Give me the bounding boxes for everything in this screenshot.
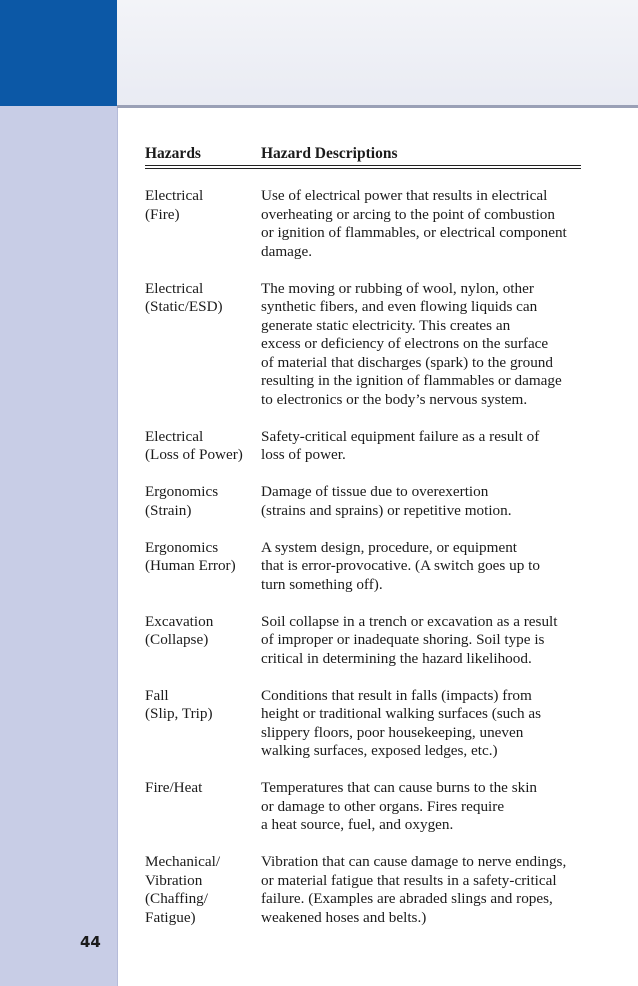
hazard-description-line: Conditions that result in falls (impacts) from [261, 686, 532, 704]
hazard-name-line: (Fire) [145, 205, 180, 223]
table-row [145, 483, 581, 520]
hazard-description-cell [261, 613, 581, 669]
hazard-description-line: damage. [261, 242, 313, 260]
table-body [145, 187, 581, 927]
hazard-description-line: or damage to other organs. Fires require [261, 797, 505, 815]
header-double-rule [145, 165, 581, 169]
hazard-description-line: A system design, procedure, or equipment [261, 538, 518, 556]
table-row [145, 187, 581, 261]
hazard-name-cell [145, 539, 261, 595]
hazard-description-cell [261, 187, 581, 261]
hazard-description-line: synthetic fibers, and even flowing liquids can [261, 298, 538, 315]
table-row [145, 613, 581, 669]
page-number: 44 [80, 933, 101, 951]
hazard-name-line: Electrical [145, 279, 204, 297]
hazard-name-cell [145, 779, 261, 835]
hazard-name-cell [145, 483, 261, 520]
header-decoration [117, 0, 638, 106]
hazard-description-line: Use of electrical power that results in electrical [261, 187, 548, 204]
hazard-name-line: (Strain) [145, 501, 192, 519]
hazard-name-cell [145, 280, 261, 410]
hazard-description-line: Safety-critical equipment failure as a result of [261, 427, 540, 445]
hazard-description-line: walking surfaces, exposed ledges, etc.) [261, 742, 498, 759]
table-row [145, 428, 581, 465]
hazard-description-line: of material that discharges (spark) to the ground [261, 353, 553, 371]
hazard-description-cell [261, 428, 581, 465]
hazard-name-cell [145, 853, 261, 927]
hazard-name-line: (Slip, Trip) [145, 705, 213, 722]
hazard-description-line: failure. (Examples are abraded slings and ropes, [261, 890, 553, 907]
corner-color-block [0, 0, 117, 106]
hazard-name-line: Mechanical/ [145, 853, 221, 870]
table-row [145, 280, 581, 410]
hazard-description-line: of improper or inadequate shoring. Soil type is [261, 631, 545, 648]
hazard-description-cell [261, 853, 581, 927]
hazard-description-line: Vibration that can cause damage to nerve endings, [261, 853, 567, 870]
hazard-name-cell [145, 428, 261, 465]
hazard-name-line: Electrical [145, 187, 204, 204]
table-row [145, 539, 581, 595]
descriptions-column-header: Hazard Descriptions [261, 145, 398, 162]
hazard-description-line: Damage of tissue due to overexertion [261, 483, 489, 500]
hazard-description-line: turn something off). [261, 575, 383, 593]
hazard-name-line: (Chaffing/ [145, 890, 208, 907]
hazard-description-line: to electronics or the body’s nervous system. [261, 390, 528, 408]
hazard-table [145, 145, 581, 946]
hazard-description-line: slippery floors, poor housekeeping, uneven [261, 723, 524, 741]
hazard-description-line: that is error-provocative. (A switch goes up to [261, 557, 540, 574]
hazard-description-line: a heat source, fuel, and oxygen. [261, 816, 454, 833]
hazard-description-line: (strains and sprains) or repetitive motion. [261, 501, 512, 519]
hazard-name-line: Vibration [145, 871, 203, 889]
hazard-name-line: Fire/Heat [145, 779, 203, 796]
hazard-name-cell [145, 187, 261, 261]
hazard-description-line: overheating or arcing to the point of combustion [261, 205, 555, 223]
hazard-name-line: (Human Error) [145, 557, 236, 574]
hazard-description-line: excess or deficiency of electrons on the surface [261, 335, 549, 352]
hazard-description-line: or ignition of flammables, or electrical component [261, 224, 567, 241]
table-row [145, 779, 581, 835]
table-row [145, 853, 581, 927]
hazard-description-cell [261, 483, 581, 520]
hazard-name-line: (Static/ESD) [145, 298, 223, 315]
hazard-description-cell [261, 280, 581, 410]
hazard-name-line: Fall [145, 686, 169, 704]
hazard-description-line: loss of power. [261, 446, 346, 463]
hazard-description-line: resulting in the ignition of flammables or damage [261, 372, 562, 389]
hazard-name-line: Excavation [145, 612, 214, 630]
hazard-name-cell [145, 687, 261, 761]
left-sidebar-band [0, 0, 118, 986]
hazard-description-cell [261, 779, 581, 835]
hazard-description-line: critical in determining the hazard likelihood. [261, 649, 532, 667]
hazards-column-header: Hazards [145, 145, 201, 162]
hazard-name-cell [145, 613, 261, 669]
table-row [145, 687, 581, 761]
hazard-description-line: Soil collapse in a trench or excavation as a result [261, 612, 558, 630]
hazard-name-line: Ergonomics [145, 483, 219, 500]
header-rule [117, 105, 638, 108]
hazard-name-line: Fatigue) [145, 908, 196, 926]
hazard-description-line: generate static electricity. This creates an [261, 316, 511, 334]
hazard-name-line: Ergonomics [145, 538, 219, 556]
hazard-description-line: Temperatures that can cause burns to the skin [261, 779, 538, 796]
hazard-description-line: height or traditional walking surfaces (such as [261, 705, 542, 722]
hazard-description-line: or material fatigue that results in a safety-critical [261, 871, 557, 889]
hazard-description-line: weakened hoses and belts.) [261, 908, 427, 926]
hazard-description-cell [261, 539, 581, 595]
hazard-description-cell [261, 687, 581, 761]
hazard-name-line: (Collapse) [145, 631, 209, 648]
hazard-description-line: The moving or rubbing of wool, nylon, other [261, 279, 534, 297]
table-header [145, 145, 581, 164]
hazard-name-line: Electrical [145, 427, 204, 445]
hazard-name-line: (Loss of Power) [145, 446, 243, 463]
